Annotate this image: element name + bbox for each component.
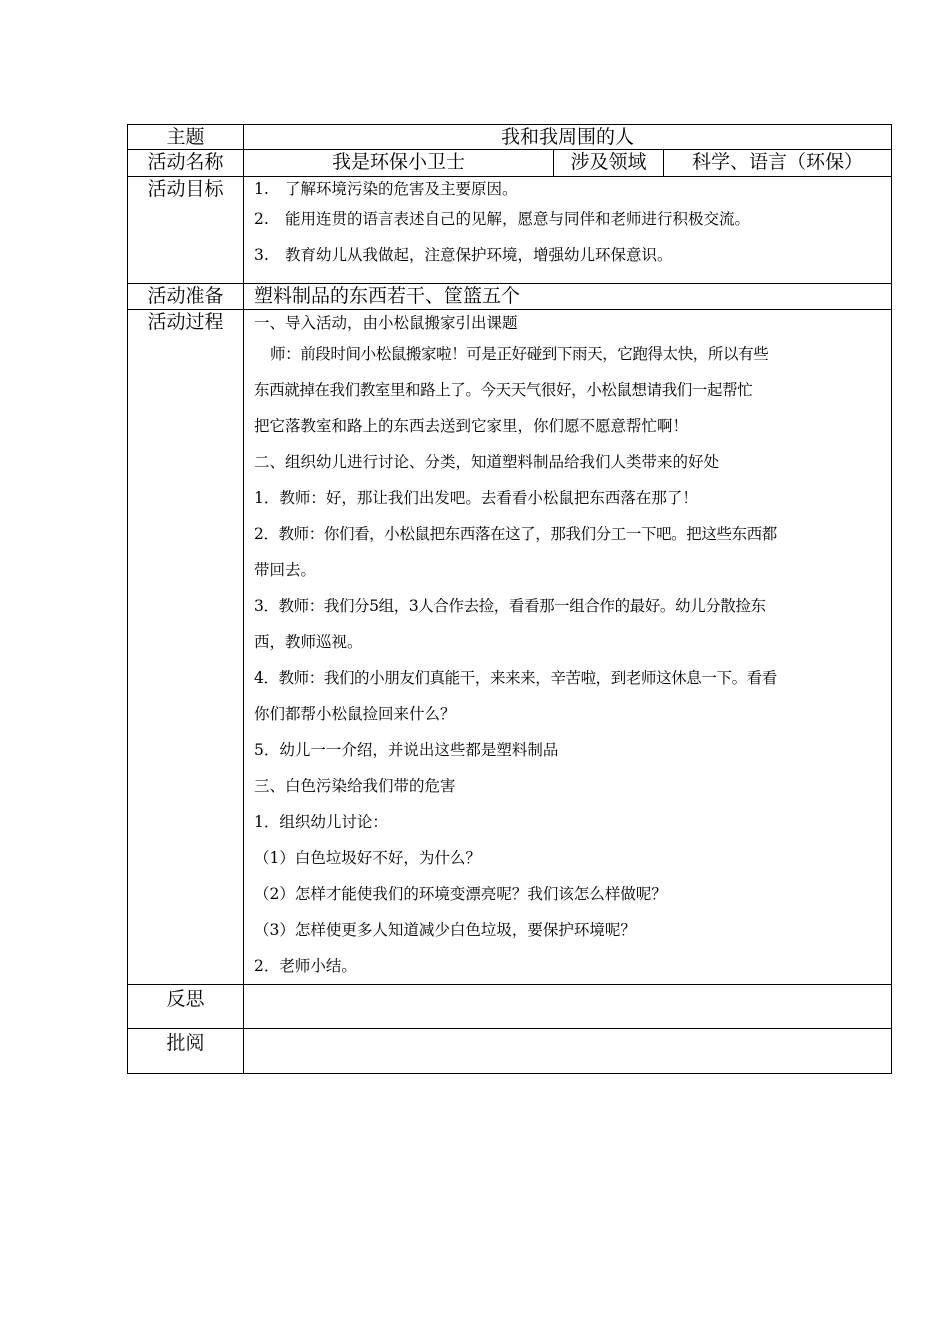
review-label: 批阅 bbox=[128, 1029, 244, 1074]
process-line: 三、白色污染给我们带的危害 bbox=[254, 777, 456, 795]
process-line: 师：前段时间小松鼠搬家啦！可是正好碰到下雨天，它跑得太快，所以有些 bbox=[270, 345, 769, 363]
process-line: 二、组织幼儿进行讨论、分类，知道塑料制品给我们人类带来的好处 bbox=[254, 453, 720, 471]
activity-name-label: 活动名称 bbox=[128, 150, 244, 177]
goal-item: 2. 能用连贯的语言表述自己的见解，愿意与同伴和老师进行积极交流。 bbox=[254, 210, 751, 228]
process-line: 2．老师小结。 bbox=[254, 957, 357, 975]
process-line: 1．教师：好，那让我们出发吧。去看看小松鼠把东西落在那了！ bbox=[254, 489, 698, 507]
process-line: 西，教师巡视。 bbox=[254, 633, 363, 651]
prep-label: 活动准备 bbox=[128, 284, 244, 310]
process-row bbox=[128, 310, 892, 985]
review-row bbox=[128, 1029, 892, 1074]
goals-row bbox=[128, 177, 892, 284]
activity-name-value: 我是环保小卫士 bbox=[244, 150, 554, 177]
process-line: （1）白色垃圾好不好，为什么？ bbox=[254, 849, 481, 867]
process-line: 你们都帮小松鼠捡回来什么？ bbox=[254, 705, 456, 723]
process-line: （3）怎样使更多人知道减少白色垃圾，要保护环境呢？ bbox=[254, 921, 636, 939]
process-line: 5．幼儿一一介绍，并说出这些都是塑料制品 bbox=[254, 741, 559, 759]
reflection-row bbox=[128, 985, 892, 1029]
process-line: 1．组织幼儿讨论： bbox=[254, 813, 388, 831]
theme-row bbox=[128, 125, 892, 150]
reflection-label: 反思 bbox=[128, 985, 244, 1029]
prep-value: 塑料制品的东西若干、筐篮五个 bbox=[244, 284, 892, 310]
goal-item: 1. 了解环境污染的危害及主要原因。 bbox=[254, 180, 518, 198]
process-line: 把它落教室和路上的东西去送到它家里，你们愿不愿意帮忙啊！ bbox=[254, 417, 689, 435]
theme-value: 我和我周围的人 bbox=[244, 125, 892, 150]
field-label: 涉及领域 bbox=[554, 150, 664, 177]
process-line: （2）怎样才能使我们的环境变漂亮呢？我们该怎么样做呢？ bbox=[254, 885, 667, 903]
process-line: 4．教师：我们的小朋友们真能干，来来来，辛苦啦，到老师这休息一下。看看 bbox=[254, 669, 777, 687]
activity-row bbox=[128, 150, 892, 177]
goals-list bbox=[244, 177, 892, 284]
process-line: 一、导入活动，由小松鼠搬家引出课题 bbox=[254, 314, 518, 332]
process-line: 2．教师：你们看，小松鼠把东西落在这了，那我们分工一下吧。把这些东西都 bbox=[254, 525, 777, 543]
process-content bbox=[244, 310, 892, 985]
review-value bbox=[244, 1029, 892, 1074]
lesson-plan-table bbox=[127, 124, 892, 1074]
process-label: 活动过程 bbox=[128, 310, 244, 985]
process-line: 带回去。 bbox=[254, 561, 317, 579]
field-value: 科学、语言（环保） bbox=[664, 150, 892, 177]
theme-label: 主题 bbox=[128, 125, 244, 150]
process-line: 东西就掉在我们教室里和路上了。今天天气很好，小松鼠想请我们一起帮忙 bbox=[254, 381, 753, 399]
goal-item: 3. 教育幼儿从我做起，注意保护环境，增强幼儿环保意识。 bbox=[254, 246, 673, 264]
reflection-value bbox=[244, 985, 892, 1029]
process-line: 3．教师：我们分5组，3人合作去捡，看看那一组合作的最好。幼儿分散捡东 bbox=[254, 597, 766, 615]
prep-row bbox=[128, 284, 892, 310]
goals-label: 活动目标 bbox=[128, 177, 244, 284]
